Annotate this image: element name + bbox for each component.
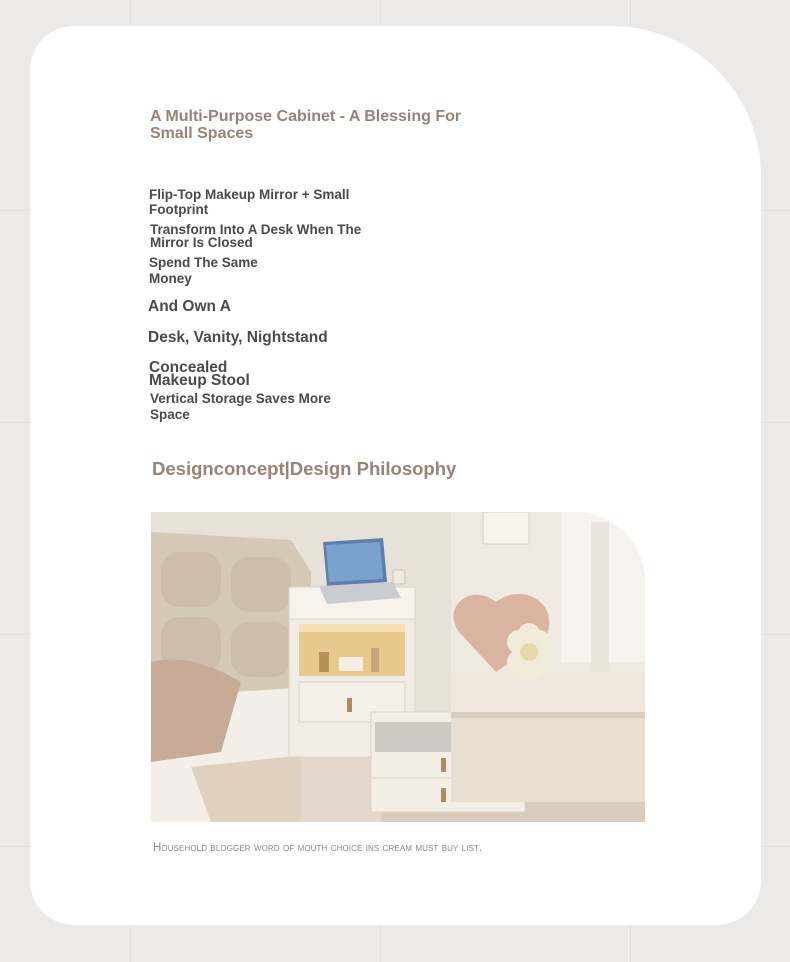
headline: A Multi-Purpose Cabinet - A Blessing For Small Spaces (150, 108, 462, 142)
feature-same-money: Spend The Same Money (149, 255, 258, 286)
feature-concealed-stool: Concealed Makeup Stool (149, 359, 250, 389)
feature-own-a: And Own A (148, 298, 231, 315)
feature-flip-top-mirror: Flip-Top Makeup Mirror + Small Footprint (149, 187, 350, 217)
feature-desk-transform: Transform Into A Desk When The Mirror Is Closed (150, 222, 362, 250)
feature-vertical-storage: Vertical Storage Saves More Space (150, 391, 331, 422)
photo-caption: Household blogger word of mouth choice ins cream must buy list. (153, 842, 483, 854)
feature-desk-vanity-nightstand: Desk, Vanity, Nightstand (148, 329, 328, 346)
section-title: Designconcept|Design Philosophy (152, 458, 457, 479)
product-photo (151, 512, 645, 822)
